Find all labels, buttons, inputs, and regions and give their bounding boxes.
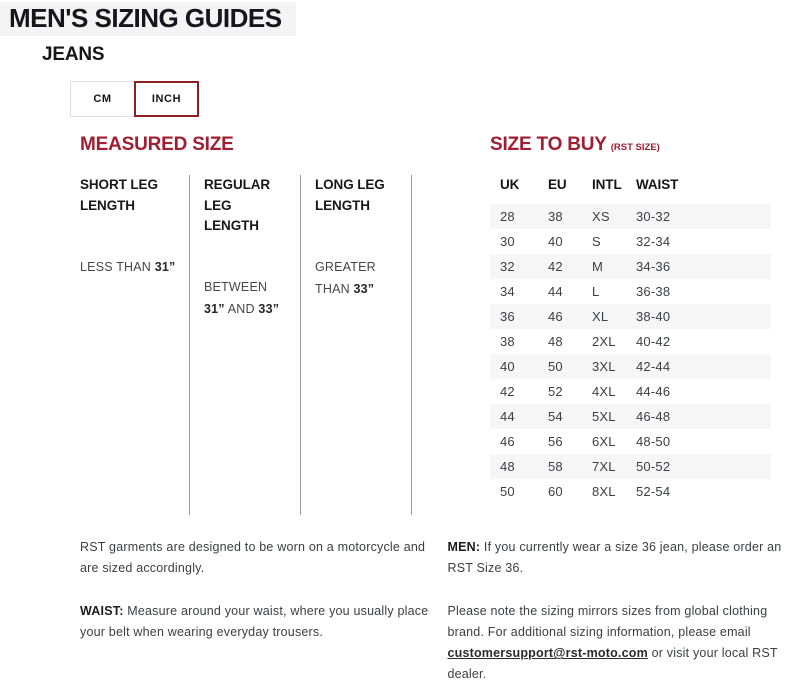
size-to-buy-heading: SIZE TO BUY (RST SIZE) xyxy=(490,134,660,156)
customer-support-email-link[interactable]: customersupport@rst-moto.com xyxy=(447,646,648,661)
intl-size-cell: 7XL xyxy=(582,454,626,479)
uk-size-cell: 40 xyxy=(490,354,538,379)
waist-size-cell: 48-50 xyxy=(636,434,671,450)
size-table-row xyxy=(490,454,771,479)
size-table-row xyxy=(490,379,771,404)
uk-size-cell: 48 xyxy=(490,454,538,479)
measured-size-section xyxy=(80,134,412,515)
uk-size-cell: 30 xyxy=(500,234,515,250)
size-table-row xyxy=(490,329,771,354)
cm-toggle-button[interactable]: CM xyxy=(70,81,135,117)
intl-size-cell: S xyxy=(592,234,601,250)
uk-size-cell: 38 xyxy=(500,334,515,350)
waist-size-cell: 46-48 xyxy=(626,404,771,429)
column-header-intl: INTL xyxy=(592,177,622,193)
waist-size-cell: 42-44 xyxy=(626,354,771,379)
intl-size-cell: 3XL xyxy=(582,354,626,379)
long-leg-range: GREATER THAN 33” xyxy=(315,259,376,296)
size-table-row xyxy=(490,354,771,379)
size-table-header xyxy=(490,171,771,204)
waist-size-cell: 36-38 xyxy=(636,284,671,300)
eu-size-cell: 44 xyxy=(548,284,563,300)
intl-size-cell: 6XL xyxy=(592,434,616,450)
uk-size-cell: 44 xyxy=(490,404,538,429)
uk-size-cell: 28 xyxy=(490,204,538,229)
rst-size-suffix: (RST SIZE) xyxy=(610,142,660,154)
notes-left-column xyxy=(80,537,432,685)
eu-size-cell: 40 xyxy=(548,234,563,250)
waist-size-cell: 32-34 xyxy=(636,234,671,250)
uk-size-cell: 36 xyxy=(490,304,538,329)
eu-size-cell: 58 xyxy=(538,454,582,479)
waist-size-cell: 44-46 xyxy=(636,384,671,400)
eu-size-cell: 54 xyxy=(538,404,582,429)
inch-toggle-button[interactable]: INCH xyxy=(134,81,199,117)
size-table-row xyxy=(490,279,771,304)
uk-size-cell: 46 xyxy=(500,434,515,450)
uk-size-cell: 32 xyxy=(490,254,538,279)
size-to-buy-section xyxy=(490,134,774,515)
waist-size-cell: 34-36 xyxy=(626,254,771,279)
eu-size-cell: 42 xyxy=(538,254,582,279)
waist-size-cell: 50-52 xyxy=(626,454,771,479)
note-men: MEN: If you currently wear a size 36 jean, please order an RST Size 36. xyxy=(447,540,782,576)
main-content xyxy=(0,134,790,515)
measured-size-heading: MEASURED SIZE xyxy=(80,134,234,156)
intl-size-cell: 8XL xyxy=(592,484,616,500)
intl-size-cell: XS xyxy=(582,204,626,229)
regular-leg-range: BETWEEN 31” AND 33” xyxy=(204,280,280,317)
short-leg-column xyxy=(80,175,190,515)
leg-length-columns xyxy=(80,175,412,515)
regular-leg-column xyxy=(190,175,301,515)
eu-size-cell: 52 xyxy=(548,384,563,400)
note-waist: WAIST: Measure around your waist, where you usually place your belt when wearing everyday trousers. xyxy=(80,604,429,640)
eu-size-cell: 48 xyxy=(548,334,563,350)
note-sizing-info: Please note the sizing mirrors sizes from global clothing brand. For additional sizing information, please email customersupport@rst-moto.com or visit your local RST dealer. xyxy=(447,604,778,682)
uk-size-cell: 50 xyxy=(500,484,515,500)
eu-size-cell: 50 xyxy=(538,354,582,379)
size-table-row xyxy=(490,404,771,429)
long-leg-column xyxy=(301,175,412,515)
eu-size-cell: 56 xyxy=(548,434,563,450)
regular-leg-title: REGULAR LEG LENGTH xyxy=(204,177,271,233)
waist-size-cell: 30-32 xyxy=(626,204,771,229)
page-subtitle: JEANS xyxy=(42,44,105,66)
eu-size-cell: 38 xyxy=(538,204,582,229)
column-header-eu: EU xyxy=(548,177,567,193)
size-table-row xyxy=(490,254,771,279)
long-leg-title: LONG LEG LENGTH xyxy=(315,177,385,213)
waist-size-cell: 40-42 xyxy=(636,334,671,350)
size-table-row xyxy=(490,479,771,504)
column-header-uk: UK xyxy=(500,177,520,193)
intl-size-cell: 2XL xyxy=(592,334,616,350)
notes-right-column xyxy=(447,537,790,685)
intl-size-cell: 4XL xyxy=(592,384,616,400)
note-garments: RST garments are designed to be worn on a motorcycle and are sized accordingly. xyxy=(80,540,426,576)
eu-size-cell: 60 xyxy=(548,484,563,500)
waist-size-cell: 38-40 xyxy=(626,304,771,329)
short-leg-title: SHORT LEG LENGTH xyxy=(80,177,158,213)
intl-size-cell: L xyxy=(592,284,600,300)
short-leg-range: LESS THAN 31” xyxy=(80,259,176,274)
size-table-row xyxy=(490,429,771,454)
size-table xyxy=(490,171,771,504)
intl-size-cell: XL xyxy=(582,304,626,329)
footer-notes xyxy=(80,537,790,685)
unit-toggle xyxy=(70,81,790,117)
page-title: MEN'S SIZING GUIDES xyxy=(0,2,296,36)
intl-size-cell: M xyxy=(582,254,626,279)
size-table-row xyxy=(490,229,771,254)
intl-size-cell: 5XL xyxy=(582,404,626,429)
uk-size-cell: 34 xyxy=(500,284,515,300)
size-table-row xyxy=(490,304,771,329)
eu-size-cell: 46 xyxy=(538,304,582,329)
waist-size-cell: 52-54 xyxy=(636,484,671,500)
size-table-row xyxy=(490,204,771,229)
uk-size-cell: 42 xyxy=(500,384,515,400)
column-header-waist: WAIST xyxy=(636,177,679,193)
